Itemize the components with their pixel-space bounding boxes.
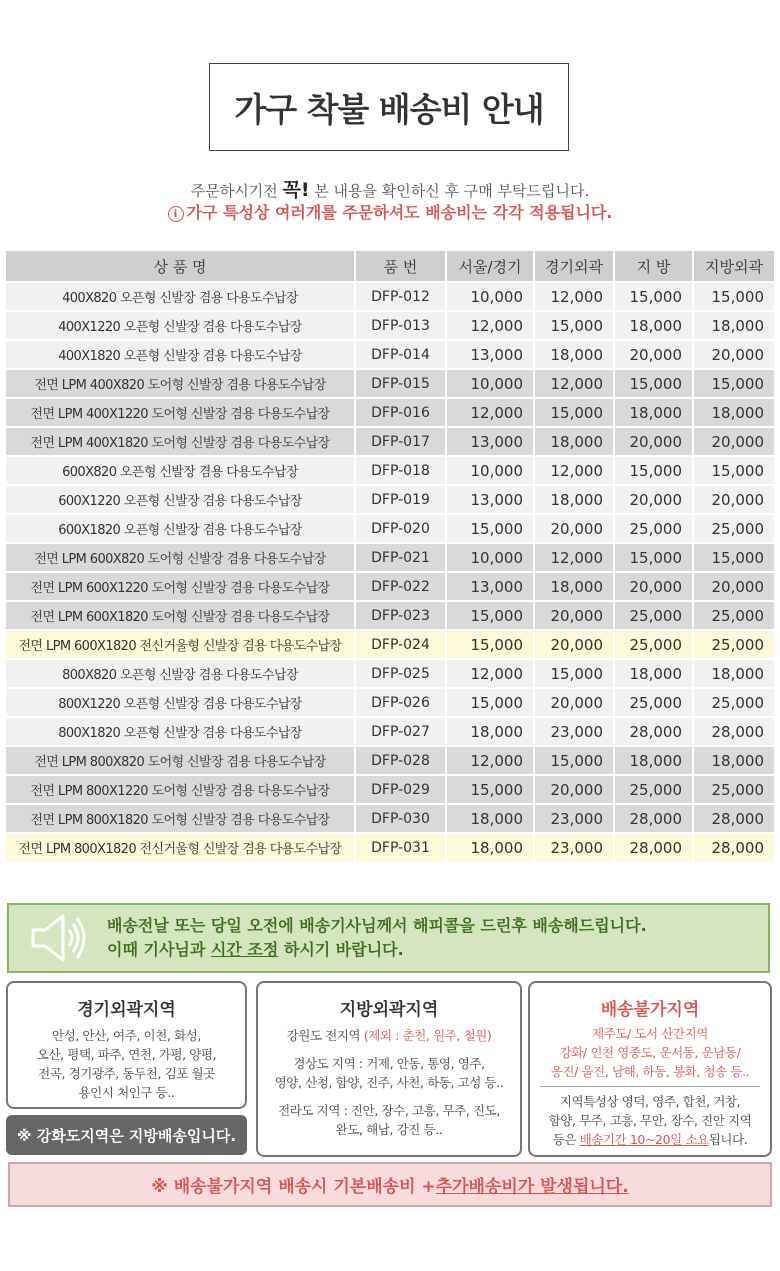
extra-fee-banner <box>8 1162 772 1207</box>
product-name-cell: 전면 LPM 800X820 도어형 신발장 겸용 다용도수납장 <box>6 746 355 775</box>
product-name-cell: 전면 LPM 600X1820 도어형 신발장 겸용 다용도수납장 <box>6 601 355 630</box>
local-outer-fee-cell: 28,000 <box>693 833 774 862</box>
local-fee-cell: 18,000 <box>614 746 693 775</box>
happy-call-line2-pre: 이때 기사님과 <box>107 940 211 959</box>
table-row <box>6 601 774 630</box>
product-code-cell: DFP-028 <box>355 746 446 775</box>
seoul-gyeonggi-fee-cell: 13,000 <box>446 427 534 456</box>
seoul-gyeonggi-fee-cell: 12,000 <box>446 659 534 688</box>
no-delivery-box <box>528 981 772 1157</box>
table-row <box>6 369 774 398</box>
order-notice-pre: 주문하시기전 <box>190 182 283 200</box>
gyeonggi-outer-fee-cell: 23,000 <box>534 717 614 746</box>
gyeonggi-line: 오산, 평택, 파주, 연천, 가평, 양평, <box>36 1047 217 1062</box>
product-name-cell: 400X820 오픈형 신발장 겸용 다용도수납장 <box>6 282 355 311</box>
gyeonggi-outer-fee-cell: 12,000 <box>534 282 614 311</box>
local-fee-cell: 25,000 <box>614 630 693 659</box>
header-gyeonggi-outer: 경기외곽 <box>534 251 614 282</box>
table-row <box>6 543 774 572</box>
local-fee-cell: 25,000 <box>614 601 693 630</box>
table-row <box>6 833 774 862</box>
gyeonggi-outer-fee-cell: 12,000 <box>534 456 614 485</box>
local-fee-cell: 20,000 <box>614 427 693 456</box>
gyeonggi-outer-fee-cell: 18,000 <box>534 340 614 369</box>
product-name-cell: 전면 LPM 400X1220 도어형 신발장 겸용 다용도수납장 <box>6 398 355 427</box>
local-fee-cell: 20,000 <box>614 340 693 369</box>
seoul-gyeonggi-fee-cell: 12,000 <box>446 746 534 775</box>
seoul-gyeonggi-fee-cell: 18,000 <box>446 833 534 862</box>
gyeonggi-outer-fee-cell: 18,000 <box>534 485 614 514</box>
header-product-code: 품 번 <box>355 251 446 282</box>
product-code-cell: DFP-030 <box>355 804 446 833</box>
table-row <box>6 659 774 688</box>
speaker-icon <box>25 908 95 968</box>
seoul-gyeonggi-fee-cell: 18,000 <box>446 804 534 833</box>
local-outer-fee-cell: 20,000 <box>693 572 774 601</box>
delivery-period: 배송기간 10~20일 소요 <box>579 1132 709 1147</box>
local-outer-fee-cell: 25,000 <box>693 630 774 659</box>
product-name-cell: 전면 LPM 800X1820 전신거울형 신발장 겸용 다용도수납장 <box>6 833 355 862</box>
seoul-gyeonggi-fee-cell: 13,000 <box>446 340 534 369</box>
gyeonggi-outer-fee-cell: 18,000 <box>534 572 614 601</box>
product-name-cell: 400X1820 오픈형 신발장 겸용 다용도수납장 <box>6 340 355 369</box>
local-outer-fee-cell: 28,000 <box>693 804 774 833</box>
product-name-cell: 전면 LPM 400X820 도어형 신발장 겸용 다용도수납장 <box>6 369 355 398</box>
local-fee-cell: 15,000 <box>614 282 693 311</box>
product-name-cell: 전면 LPM 800X1220 도어형 신발장 겸용 다용도수납장 <box>6 775 355 804</box>
header-local: 지 방 <box>614 251 693 282</box>
long-delivery-line: 함양, 무주, 고흥, 무안, 장수, 진안 지역 <box>548 1113 752 1128</box>
local-outer-fee-cell: 18,000 <box>693 311 774 340</box>
table-row <box>6 340 774 369</box>
gyeonggi-line: 전곡, 경기광주, 동두천, 김포 월곳 <box>38 1066 215 1081</box>
table-row <box>6 514 774 543</box>
long-delivery-post: 됩니다. <box>708 1132 748 1147</box>
gyeonggi-outer-fee-cell: 23,000 <box>534 833 614 862</box>
jeolla-line: 전라도 지역 : 진안, 장수, 고흥, 무주, 진도, <box>278 1103 500 1118</box>
seoul-gyeonggi-fee-cell: 12,000 <box>446 311 534 340</box>
no-delivery-line: 강화/ 인천 영종도, 운서동, 운남동/ <box>559 1045 741 1060</box>
table-row <box>6 427 774 456</box>
seoul-gyeonggi-fee-cell: 10,000 <box>446 282 534 311</box>
ganghwa-note: ※ 강화도지역은 지방배송입니다. <box>6 1115 247 1155</box>
product-name-cell: 전면 LPM 600X1820 전신거울형 신발장 겸용 다용도수납장 <box>6 630 355 659</box>
product-code-cell: DFP-027 <box>355 717 446 746</box>
long-delivery-line: 지역특성상 영덕, 영주, 합천, 거창, <box>559 1094 741 1109</box>
no-delivery-line: 제주도/ 도서 산간지역 <box>591 1026 709 1041</box>
product-name-cell: 전면 LPM 600X820 도어형 신발장 겸용 다용도수납장 <box>6 543 355 572</box>
gangwon-label: 강원도 전지역 <box>286 1028 364 1043</box>
happy-call-text <box>107 914 647 962</box>
page-title: 가구 착불 배송비 안내 <box>209 63 569 151</box>
table-row <box>6 456 774 485</box>
product-name-cell: 600X1820 오픈형 신발장 겸용 다용도수납장 <box>6 514 355 543</box>
local-outer-box <box>256 981 522 1157</box>
product-code-cell: DFP-015 <box>355 369 446 398</box>
header-product-name: 상 품 명 <box>6 251 355 282</box>
table-row <box>6 398 774 427</box>
local-fee-cell: 25,000 <box>614 688 693 717</box>
table-header-row <box>6 251 774 282</box>
local-outer-fee-cell: 20,000 <box>693 427 774 456</box>
product-code-cell: DFP-029 <box>355 775 446 804</box>
product-code-cell: DFP-013 <box>355 311 446 340</box>
local-fee-cell: 18,000 <box>614 398 693 427</box>
gyeonggi-line: 안성, 안산, 여주, 이천, 화성, <box>52 1028 201 1043</box>
table-row <box>6 485 774 514</box>
seoul-gyeonggi-fee-cell: 15,000 <box>446 775 534 804</box>
local-outer-fee-cell: 20,000 <box>693 485 774 514</box>
happy-call-line2 <box>107 938 647 962</box>
product-code-cell: DFP-019 <box>355 485 446 514</box>
seoul-gyeonggi-fee-cell: 10,000 <box>446 456 534 485</box>
product-code-cell: DFP-021 <box>355 543 446 572</box>
gyeonggi-outer-fee-cell: 20,000 <box>534 514 614 543</box>
local-outer-title: 지방외곽지역 <box>339 1000 439 1020</box>
product-code-cell: DFP-016 <box>355 398 446 427</box>
product-code-cell: DFP-022 <box>355 572 446 601</box>
order-notice-post: 본 내용을 확인하신 후 구매 부탁드립니다. <box>309 182 590 200</box>
local-fee-cell: 25,000 <box>614 514 693 543</box>
local-fee-cell: 18,000 <box>614 311 693 340</box>
table-row <box>6 282 774 311</box>
table-row <box>6 717 774 746</box>
gyeonggi-outer-fee-cell: 20,000 <box>534 688 614 717</box>
product-name-cell: 전면 LPM 400X1820 도어형 신발장 겸용 다용도수납장 <box>6 427 355 456</box>
local-outer-fee-cell: 25,000 <box>693 601 774 630</box>
seoul-gyeonggi-fee-cell: 13,000 <box>446 572 534 601</box>
product-name-cell: 전면 LPM 800X1820 도어형 신발장 겸용 다용도수납장 <box>6 804 355 833</box>
seoul-gyeonggi-fee-cell: 15,000 <box>446 630 534 659</box>
extra-fee-ul: 추가배송비가 발생됩니다. <box>435 1177 629 1197</box>
info-icon: i <box>168 206 184 222</box>
table-row <box>6 311 774 340</box>
gyeonggi-outer-box <box>6 981 247 1109</box>
box-divider <box>540 1086 760 1087</box>
product-code-cell: DFP-031 <box>355 833 446 862</box>
table-body <box>6 282 774 862</box>
local-outer-fee-cell: 25,000 <box>693 775 774 804</box>
local-fee-cell: 28,000 <box>614 804 693 833</box>
table-row <box>6 630 774 659</box>
header-seoul-gyeonggi: 서울/경기 <box>446 251 534 282</box>
happy-call-line2-post: 하시기 바랍니다. <box>278 940 404 959</box>
product-name-cell: 800X820 오픈형 신발장 겸용 다용도수납장 <box>6 659 355 688</box>
product-code-cell: DFP-017 <box>355 427 446 456</box>
gyeongsang-line: 영양, 산청, 함양, 진주, 사천, 하동, 고성 등.. <box>274 1075 504 1090</box>
long-delivery-line <box>530 1130 770 1149</box>
gyeonggi-outer-title: 경기외곽지역 <box>77 1000 176 1020</box>
gangwon-exclusion: (제외 : 춘천, 원주, 철원) <box>363 1028 492 1043</box>
seoul-gyeonggi-fee-cell: 10,000 <box>446 369 534 398</box>
product-name-cell: 800X1820 오픈형 신발장 겸용 다용도수납장 <box>6 717 355 746</box>
gyeonggi-outer-fee-cell: 15,000 <box>534 311 614 340</box>
gyeonggi-outer-fee-cell: 23,000 <box>534 804 614 833</box>
shipping-fee-table <box>6 251 774 863</box>
local-fee-cell: 20,000 <box>614 485 693 514</box>
table-row <box>6 804 774 833</box>
local-outer-fee-cell: 18,000 <box>693 746 774 775</box>
product-code-cell: DFP-020 <box>355 514 446 543</box>
local-fee-cell: 18,000 <box>614 659 693 688</box>
long-delivery-pre: 등은 <box>552 1132 580 1147</box>
gyeonggi-outer-fee-cell: 15,000 <box>534 746 614 775</box>
local-outer-fee-cell: 28,000 <box>693 717 774 746</box>
time-adjust-text: 시간 조정 <box>210 940 279 959</box>
local-outer-list <box>258 1026 520 1139</box>
shipping-notice <box>0 200 780 223</box>
product-code-cell: DFP-023 <box>355 601 446 630</box>
product-name-cell: 전면 LPM 600X1220 도어형 신발장 겸용 다용도수납장 <box>6 572 355 601</box>
shipping-notice-text: 가구 특성상 여러개를 주문하셔도 배송비는 각각 적용됩니다. <box>186 203 613 222</box>
no-delivery-title: 배송불가지역 <box>600 1000 700 1020</box>
gyeonggi-outer-fee-cell: 15,000 <box>534 659 614 688</box>
seoul-gyeonggi-fee-cell: 15,000 <box>446 688 534 717</box>
gyeonggi-outer-fee-cell: 18,000 <box>534 427 614 456</box>
gyeonggi-outer-fee-cell: 20,000 <box>534 775 614 804</box>
happy-call-banner <box>7 903 770 973</box>
header-local-outer: 지방외곽 <box>693 251 774 282</box>
table-row <box>6 572 774 601</box>
seoul-gyeonggi-fee-cell: 15,000 <box>446 514 534 543</box>
no-delivery-regions <box>530 1024 770 1081</box>
local-fee-cell: 28,000 <box>614 833 693 862</box>
seoul-gyeonggi-fee-cell: 13,000 <box>446 485 534 514</box>
order-notice-strong: 꼭! <box>282 179 310 201</box>
local-fee-cell: 15,000 <box>614 456 693 485</box>
no-delivery-line: 옹진/ 울진, 남해, 하동, 봉화, 청송 등.. <box>550 1064 750 1079</box>
product-name-cell: 600X1220 오픈형 신발장 겸용 다용도수납장 <box>6 485 355 514</box>
table-row <box>6 688 774 717</box>
jeolla-line: 완도, 해남, 강진 등.. <box>335 1122 443 1137</box>
seoul-gyeonggi-fee-cell: 12,000 <box>446 398 534 427</box>
product-name-cell: 400X1220 오픈형 신발장 겸용 다용도수납장 <box>6 311 355 340</box>
seoul-gyeonggi-fee-cell: 10,000 <box>446 543 534 572</box>
gyeonggi-outer-fee-cell: 12,000 <box>534 543 614 572</box>
product-name-cell: 600X820 오픈형 신발장 겸용 다용도수납장 <box>6 456 355 485</box>
local-outer-fee-cell: 15,000 <box>693 369 774 398</box>
local-outer-fee-cell: 18,000 <box>693 398 774 427</box>
gyeonggi-outer-list <box>8 1026 245 1102</box>
product-code-cell: DFP-025 <box>355 659 446 688</box>
table-row <box>6 775 774 804</box>
gyeonggi-outer-fee-cell: 20,000 <box>534 630 614 659</box>
table-row <box>6 746 774 775</box>
local-outer-fee-cell: 18,000 <box>693 659 774 688</box>
local-fee-cell: 28,000 <box>614 717 693 746</box>
gyeonggi-outer-fee-cell: 12,000 <box>534 369 614 398</box>
gangwon-line <box>258 1026 520 1045</box>
local-outer-fee-cell: 20,000 <box>693 340 774 369</box>
product-code-cell: DFP-014 <box>355 340 446 369</box>
product-code-cell: DFP-026 <box>355 688 446 717</box>
local-fee-cell: 15,000 <box>614 543 693 572</box>
seoul-gyeonggi-fee-cell: 18,000 <box>446 717 534 746</box>
extra-fee-pre: ※ 배송불가지역 배송시 기본배송비 + <box>151 1177 436 1197</box>
local-outer-fee-cell: 15,000 <box>693 543 774 572</box>
gyeonggi-outer-fee-cell: 15,000 <box>534 398 614 427</box>
seoul-gyeonggi-fee-cell: 15,000 <box>446 601 534 630</box>
local-fee-cell: 15,000 <box>614 369 693 398</box>
order-notice <box>0 175 780 202</box>
product-code-cell: DFP-018 <box>355 456 446 485</box>
product-code-cell: DFP-012 <box>355 282 446 311</box>
long-delivery-regions <box>530 1092 770 1149</box>
gyeonggi-outer-fee-cell: 20,000 <box>534 601 614 630</box>
product-name-cell: 800X1220 오픈형 신발장 겸용 다용도수납장 <box>6 688 355 717</box>
local-fee-cell: 25,000 <box>614 775 693 804</box>
gyeonggi-line: 용인시 처인구 등.. <box>78 1085 175 1100</box>
local-outer-fee-cell: 25,000 <box>693 514 774 543</box>
local-fee-cell: 20,000 <box>614 572 693 601</box>
gyeongsang-line: 경상도 지역 : 거제, 안동, 통영, 영주, <box>293 1056 485 1071</box>
local-outer-fee-cell: 15,000 <box>693 282 774 311</box>
product-code-cell: DFP-024 <box>355 630 446 659</box>
local-outer-fee-cell: 15,000 <box>693 456 774 485</box>
happy-call-line1: 배송전날 또는 당일 오전에 배송기사님께서 해피콜을 드린후 배송해드립니다. <box>107 916 647 935</box>
local-outer-fee-cell: 25,000 <box>693 688 774 717</box>
